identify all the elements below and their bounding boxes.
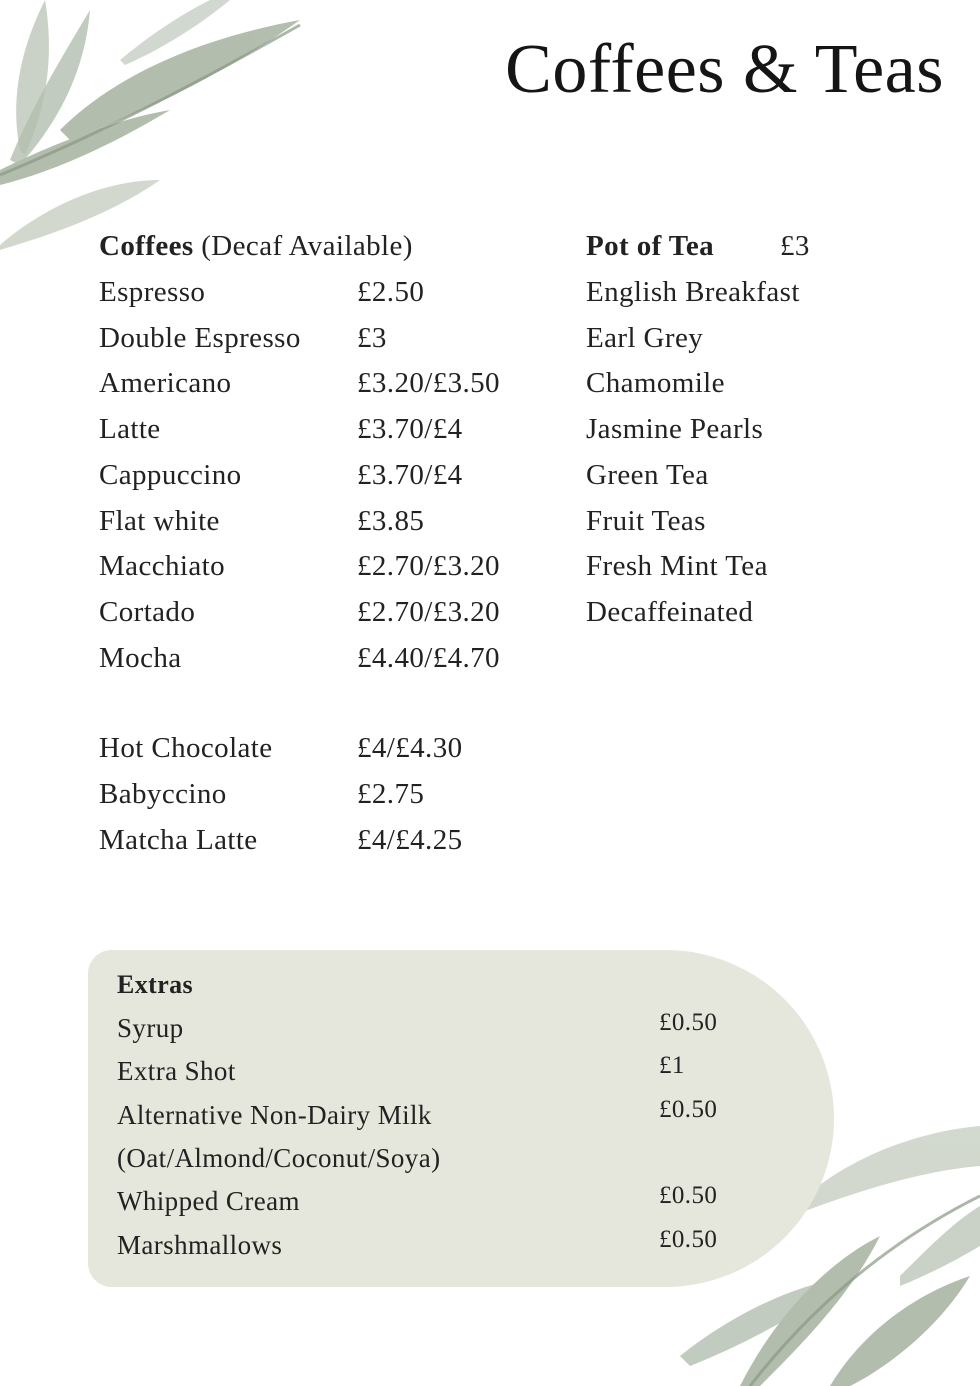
tea-item xyxy=(586,413,846,453)
item-name: Double Espresso xyxy=(99,321,301,354)
item-name: Syrup xyxy=(117,1013,184,1043)
extras-item xyxy=(117,1052,777,1096)
coffee-item xyxy=(99,596,539,636)
extras-item xyxy=(117,1225,777,1270)
item-price: £2.70/£3.20 xyxy=(357,595,500,628)
item-name: Marshmallows xyxy=(117,1229,283,1260)
drink-item xyxy=(99,824,539,864)
item-name: Fresh Mint Tea xyxy=(586,550,768,583)
item-price: £0.50 xyxy=(659,1095,718,1123)
extras-heading xyxy=(117,970,777,1010)
extras-item xyxy=(117,1143,777,1183)
item-price: £3.85 xyxy=(357,504,425,537)
extras-heading-label: Extras xyxy=(117,970,194,999)
item-name: Whipped Cream xyxy=(117,1186,300,1217)
item-name: Americano xyxy=(99,367,232,400)
item-price: £3.70/£4 xyxy=(357,458,463,491)
item-price: £2.50 xyxy=(357,276,425,308)
item-name: Mocha xyxy=(99,641,182,674)
item-price: £3.20/£3.50 xyxy=(357,367,500,400)
item-price: £0.50 xyxy=(659,1225,718,1253)
item-name: Matcha Latte xyxy=(99,824,258,856)
extras-item xyxy=(117,1095,777,1140)
item-name: Cortado xyxy=(99,595,196,628)
item-name: Earl Grey xyxy=(586,321,704,354)
coffee-item xyxy=(99,550,539,590)
tea-item xyxy=(586,505,846,545)
tea-item xyxy=(586,322,846,362)
item-name: English Breakfast xyxy=(586,276,800,308)
item-name: Green Tea xyxy=(586,458,709,491)
drink-item xyxy=(99,732,539,772)
coffees-heading-label: Coffees xyxy=(99,230,194,262)
tea-item xyxy=(586,276,846,316)
tea-heading-label: Pot of Tea xyxy=(586,230,715,262)
item-price: £0.50 xyxy=(659,1182,718,1210)
item-name: Espresso xyxy=(99,276,206,308)
coffee-item xyxy=(99,367,539,407)
extras-item xyxy=(117,1009,777,1053)
item-name: Alternative Non-Dairy Milk xyxy=(117,1099,432,1130)
item-name: Jasmine Pearls xyxy=(586,413,764,446)
item-name: Decaffeinated xyxy=(586,595,754,628)
item-price: £3 xyxy=(357,321,387,354)
item-name: Extra Shot xyxy=(117,1056,236,1087)
extras-panel xyxy=(88,950,834,1287)
coffee-item xyxy=(99,276,539,316)
tea-heading xyxy=(586,230,846,270)
coffee-item xyxy=(99,322,539,362)
extras-item xyxy=(117,1182,777,1226)
drink-item xyxy=(99,778,539,818)
item-price: £1 xyxy=(659,1052,685,1080)
tea-price: £3 xyxy=(780,230,810,262)
tea-item xyxy=(586,596,846,636)
item-name: Babyccino xyxy=(99,778,227,810)
tea-item xyxy=(586,550,846,590)
item-price: £4/£4.25 xyxy=(357,824,463,856)
item-price: £2.75 xyxy=(357,778,425,810)
tea-item xyxy=(586,459,846,499)
page-title: Coffees & Teas xyxy=(505,31,944,108)
item-name: Hot Chocolate xyxy=(99,732,273,764)
coffees-heading xyxy=(99,230,539,270)
coffee-item xyxy=(99,505,539,545)
item-name: Macchiato xyxy=(99,550,225,583)
coffee-item xyxy=(99,642,539,682)
leaf-branch-top-left xyxy=(0,0,320,260)
item-name: Latte xyxy=(99,413,161,446)
item-price: £4/£4.30 xyxy=(357,732,463,764)
item-name: Flat white xyxy=(99,504,220,537)
item-name: (Oat/Almond/Coconut/Soya) xyxy=(117,1142,441,1173)
item-name: Fruit Teas xyxy=(586,504,706,537)
item-price: £2.70/£3.20 xyxy=(357,550,500,583)
item-name: Cappuccino xyxy=(99,458,242,491)
item-price: £3.70/£4 xyxy=(357,413,463,446)
item-name: Chamomile xyxy=(586,367,725,400)
coffee-item xyxy=(99,413,539,453)
item-price: £0.50 xyxy=(659,1009,718,1036)
item-price: £4.40/£4.70 xyxy=(357,641,500,674)
coffees-heading-note: (Decaf Available) xyxy=(201,230,413,262)
coffee-item xyxy=(99,459,539,499)
tea-item xyxy=(586,367,846,407)
